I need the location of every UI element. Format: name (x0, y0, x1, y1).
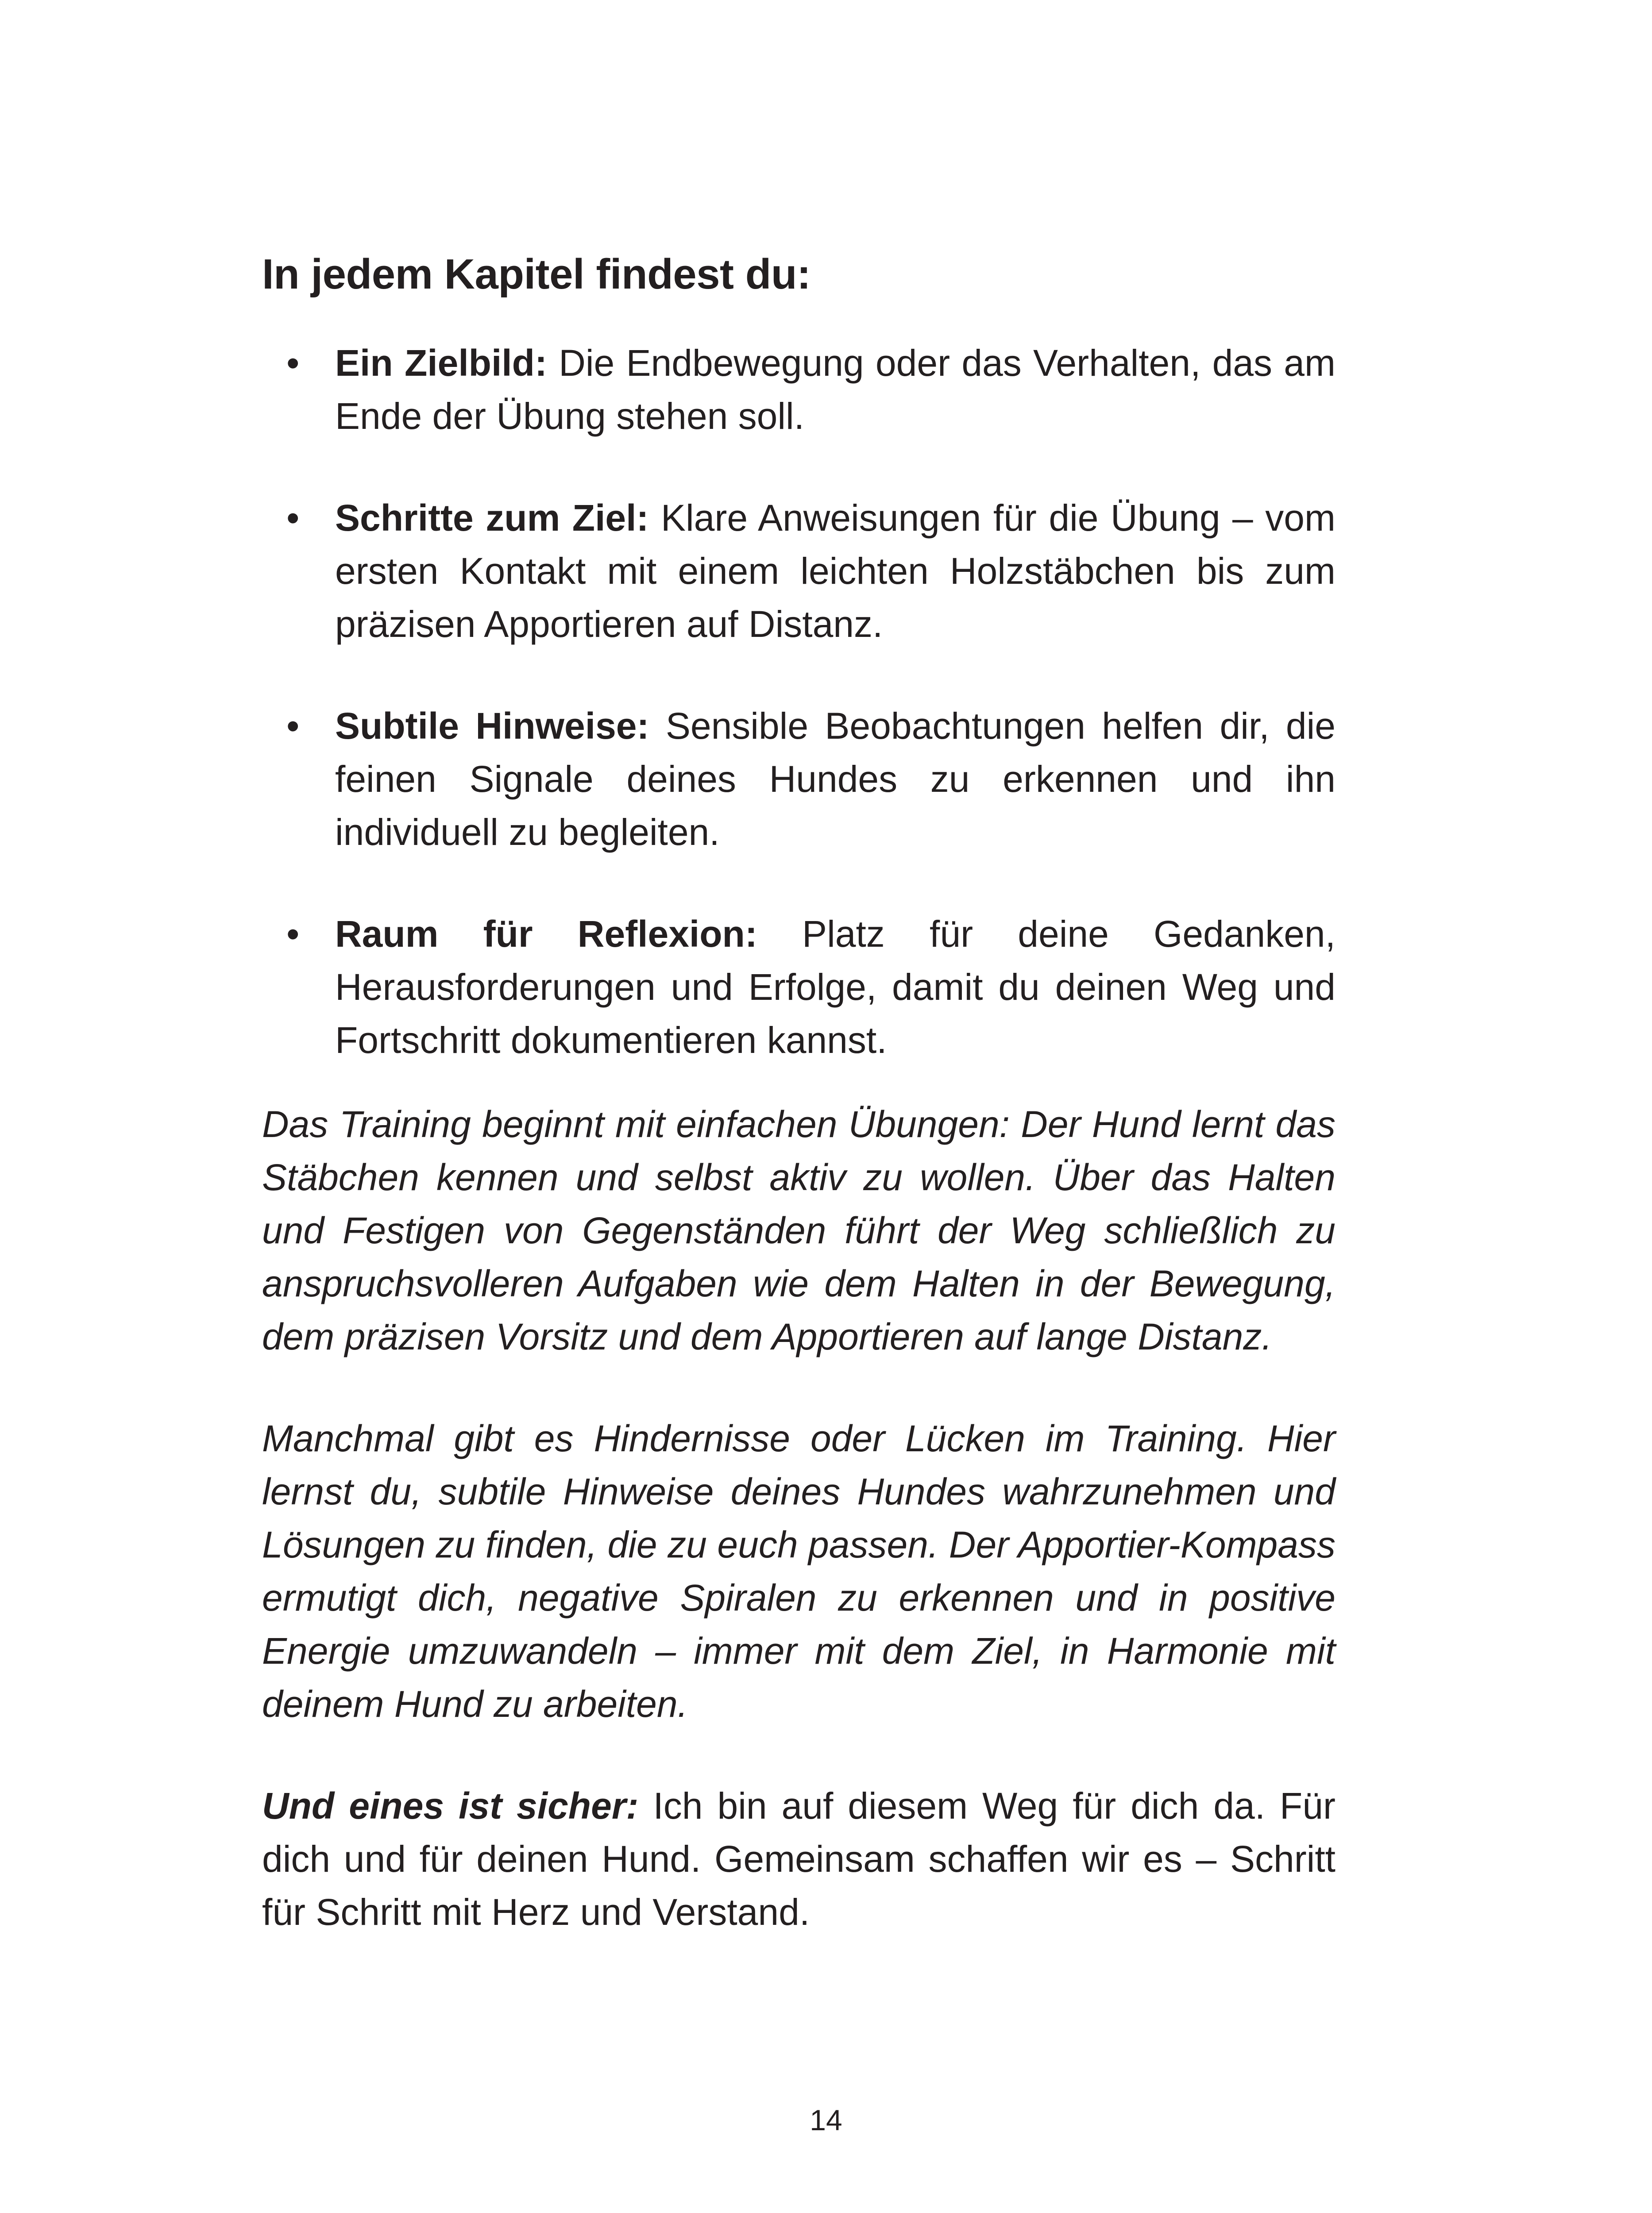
bullet-icon: • (286, 342, 300, 384)
list-item (262, 336, 1335, 443)
bullet-icon: • (286, 497, 300, 539)
list-item-term: Subtile Hinweise: (335, 705, 649, 747)
list-item (262, 491, 1335, 651)
paragraph-closing (262, 1779, 1335, 1939)
paragraph-training: Das Training beginnt mit einfachen Übungen: Der Hund lernt das Stäbchen kennen und selbst aktiv zu wollen. Über das Halten und Festigen von Gegenständen führt der Weg schließlich zu anspruchsvolleren Aufgaben wie dem Halten in der Bewegung, dem präzisen Vorsitz und dem Apportieren auf lange Distanz. (262, 1103, 1335, 1357)
bullet-icon: • (286, 705, 300, 747)
list-item (262, 907, 1335, 1067)
list-item-text: Platz für deine Gedanken, Herausforderungen und Erfolge, damit du deinen Weg und Fortschritt dokumentieren kannst. (335, 913, 1335, 1061)
page-content (262, 248, 1335, 1987)
feature-list (262, 336, 1335, 1067)
list-item-text: Sensible Beobachtungen helfen dir, die feinen Signale deines Hundes zu erkennen und ihn individuell zu begleiten. (335, 705, 1335, 853)
closing-emphasis: Und eines ist sicher: (262, 1785, 639, 1827)
list-item-term: Ein Zielbild: (335, 342, 547, 384)
list-item (262, 699, 1335, 859)
closing-text: Ich bin auf diesem Weg für dich da. Für dich und für deinen Hund. Gemeinsam schaffen wir es – Schritt für Schritt mit Herz und Verstand. (262, 1785, 1335, 1933)
list-item-text: Klare Anweisungen für die Übung – vom ersten Kontakt mit einem leichten Holzstäbchen bis zum präzisen Apportieren auf Distanz. (335, 497, 1335, 645)
bullet-icon: • (286, 913, 300, 955)
paragraph-obstacles: Manchmal gibt es Hindernisse oder Lücken im Training. Hier lernst du, subtile Hinweise deines Hundes wahrzunehmen und Lösungen zu finden, die zu euch passen. Der Apportier-Kompass ermutigt dich, negative Spiralen zu erkennen und in positive Energie umzuwandeln – immer mit dem Ziel, in Harmonie mit deinem Hund zu arbeiten. (262, 1418, 1335, 1725)
section-heading: In jedem Kapitel findest du: (262, 251, 811, 298)
page-number: 14 (810, 2104, 842, 2136)
list-item-term: Schritte zum Ziel: (335, 497, 649, 539)
list-item-term: Raum für Reflexion: (335, 913, 757, 955)
list-item-text: Die Endbewegung oder das Verhalten, das am Ende der Übung stehen soll. (335, 342, 1335, 437)
